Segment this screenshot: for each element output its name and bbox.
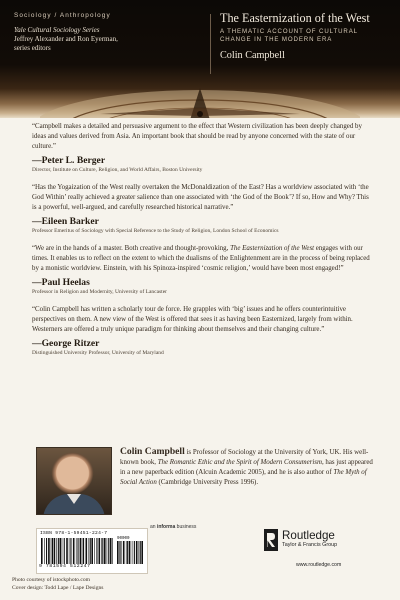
reviewer-affiliation: Professor in Religion and Modernity, University of Lancaster bbox=[32, 289, 167, 295]
quote-book-title: The Easternization of the West bbox=[230, 245, 315, 252]
barcode-bar bbox=[104, 538, 106, 564]
informa-suffix: business bbox=[175, 524, 197, 530]
barcode-bar bbox=[141, 541, 143, 564]
bio-text-part: , has just appeared in a new paperback edition (Alcuin Academic 2005), and he is also author of bbox=[120, 459, 373, 476]
barcode-bar bbox=[83, 538, 84, 564]
barcode-bar bbox=[56, 538, 57, 564]
review-2 bbox=[32, 183, 374, 235]
review-quote: “Colin Campbell has written a scholarly tour de force. He grapples with ‘big’ issues and he offers counterintuitive perspectives on them. A new view of the West is offered that sees it as having been Easternized, largely from within. Westerners are offered a truly unique paradigm for thinking about themselves and their changing culture.” bbox=[32, 306, 353, 333]
barcode-bar bbox=[120, 541, 121, 564]
barcode-bar bbox=[58, 538, 59, 564]
reviewer-affiliation: Director, Institute on Culture, Religion, and World Affairs, Boston University bbox=[32, 167, 203, 173]
publisher-group: Taylor & Francis Group bbox=[282, 542, 338, 548]
category-label: Sociology / Anthropology bbox=[14, 12, 111, 19]
reviews-section bbox=[32, 122, 374, 366]
cover-header bbox=[0, 0, 400, 118]
barcode-bar bbox=[107, 538, 108, 564]
barcode-bar bbox=[117, 541, 119, 564]
barcode-bar bbox=[82, 538, 83, 564]
reviewer-name: —George Ritzer bbox=[32, 338, 100, 349]
barcode-bar bbox=[54, 538, 56, 564]
barcode-bar bbox=[101, 538, 102, 564]
informa-brand: informa bbox=[156, 524, 176, 530]
barcode-bar bbox=[119, 541, 120, 564]
barcode-bar bbox=[110, 538, 112, 564]
series-editors-names: Jeffrey Alexander and Ron Eyerman, bbox=[14, 35, 118, 43]
cover-credits bbox=[12, 576, 103, 592]
barcode-bar bbox=[132, 541, 133, 564]
quote-text: engages with our times. It enables us to reflect on the extent to which the dualisms of the Enlightenment are in the process of being replaced by a monistic worldview. Einstein, with his Spinoza-inspired ‘cosmic religion,’ would have been most engaged!” bbox=[32, 245, 370, 272]
barcode-bar bbox=[108, 538, 109, 564]
barcode-bar bbox=[52, 538, 53, 564]
barcode-bar bbox=[96, 538, 97, 564]
barcode-bar bbox=[99, 538, 101, 564]
barcode-bar bbox=[86, 538, 88, 564]
barcode-bar bbox=[139, 541, 140, 564]
routledge-logo-icon bbox=[264, 529, 278, 551]
bio-author-name: Colin Campbell bbox=[120, 446, 185, 457]
barcode-bar bbox=[123, 541, 125, 564]
barcode-bar bbox=[76, 538, 77, 564]
bio-text-part: is Professor of Sociology at the University of York, UK. His well-known book, bbox=[120, 449, 369, 466]
informa-business-label bbox=[150, 524, 196, 530]
reviewer-name: —Peter L. Berger bbox=[32, 155, 106, 166]
barcode-bar bbox=[44, 538, 45, 564]
book-subtitle bbox=[220, 28, 392, 44]
reviewer-name: —Paul Heelas bbox=[32, 277, 90, 288]
series-editors-role: series editors bbox=[14, 44, 51, 52]
informa-prefix: an bbox=[150, 524, 157, 530]
barcode-bar bbox=[127, 541, 128, 564]
design-credit: Cover design: Todd Lape / Lape Designs bbox=[12, 585, 104, 591]
header-divider bbox=[210, 14, 211, 74]
bio-book-title: The Myth of Social Action bbox=[120, 469, 367, 486]
barcode-bar bbox=[62, 538, 63, 564]
quote-text: “We are in the hands of a master. Both creative and thought-provoking, bbox=[32, 245, 231, 252]
barcode-bar bbox=[73, 538, 75, 564]
barcode bbox=[36, 528, 148, 574]
barcode-bar bbox=[46, 538, 47, 564]
barcode-bar bbox=[78, 538, 79, 564]
compass-image bbox=[40, 70, 360, 118]
barcode-bar bbox=[134, 541, 135, 564]
subtitle-line-2: CHANGE IN THE MODERN ERA bbox=[220, 36, 333, 43]
barcode-bar bbox=[69, 538, 70, 564]
barcode-bar bbox=[70, 538, 71, 564]
barcode-bar bbox=[64, 538, 65, 564]
barcode-digits: 9 781594 512247 bbox=[39, 564, 91, 569]
review-quote: “Has the Yogaization of the West really overtaken the McDonaldization of the East? Has a worldview associated with ‘the God Within’ really achieved a greater salience than one associated with ‘the God of the Book’? If so, How and Why? This is a powerful, well-argued, and carefully researched historical narrative.” bbox=[32, 184, 369, 211]
publisher-url: www.routledge.com bbox=[296, 562, 342, 568]
barcode-addon-digits: 90000 bbox=[117, 537, 130, 541]
barcode-bar bbox=[140, 541, 141, 564]
review-1 bbox=[32, 122, 374, 174]
barcode-bar bbox=[60, 538, 62, 564]
bio-text-part: (Cambridge University Press 1996). bbox=[156, 479, 259, 486]
review-4 bbox=[32, 305, 374, 357]
barcode-bar bbox=[41, 538, 43, 564]
author-photo bbox=[36, 447, 112, 515]
series-info bbox=[14, 26, 118, 53]
barcode-bar bbox=[94, 538, 95, 564]
barcode-bar bbox=[89, 538, 90, 564]
barcode-bar bbox=[48, 538, 50, 564]
bio-text bbox=[120, 447, 378, 488]
subtitle-line-1: A THEMATIC ACCOUNT OF CULTURAL bbox=[220, 28, 358, 35]
photo-credit: Photo courtesy of istockphoto.com bbox=[12, 577, 90, 583]
barcode-bar bbox=[80, 538, 82, 564]
barcode-bar bbox=[66, 538, 68, 564]
review-quote: “Campbell makes a detailed and persuasive argument to the effect that Western civilization has been deeply changed by ideas and values derived from Asia. An important book that should be read by anyone concerned with the state of our culture.” bbox=[32, 123, 362, 150]
barcode-bar bbox=[129, 541, 131, 564]
barcode-bars bbox=[41, 538, 113, 564]
barcode-bar bbox=[102, 538, 103, 564]
barcode-bar bbox=[112, 538, 113, 564]
publisher-logo bbox=[264, 527, 384, 567]
book-author: Colin Campbell bbox=[220, 50, 285, 61]
publisher-name: Routledge bbox=[282, 529, 335, 542]
isbn-label: ISBN 978-1-59451-224-7 bbox=[40, 531, 108, 536]
review-3 bbox=[32, 244, 374, 296]
barcode-bar bbox=[136, 541, 138, 564]
reviewer-affiliation: Distinguished University Professor, University of Maryland bbox=[32, 350, 164, 356]
barcode-bar bbox=[126, 541, 127, 564]
series-name: Yale Cultural Sociology Series bbox=[14, 26, 100, 34]
author-bio bbox=[36, 447, 376, 517]
review-quote bbox=[32, 244, 374, 274]
book-title: The Easternization of the West bbox=[220, 11, 370, 25]
title-block bbox=[220, 11, 392, 61]
reviewer-name: —Eileen Barker bbox=[32, 216, 99, 227]
barcode-bar bbox=[51, 538, 52, 564]
barcode-addon-bars bbox=[117, 541, 143, 564]
barcode-bar bbox=[90, 538, 91, 564]
bio-book-title: The Romantic Ethic and the Spirit of Modern Consumerism bbox=[157, 459, 322, 466]
barcode-bar bbox=[91, 538, 93, 564]
reviewer-affiliation: Professor Emeritus of Sociology with Special Reference to the Study of Religion, London School of Economics bbox=[32, 228, 279, 234]
